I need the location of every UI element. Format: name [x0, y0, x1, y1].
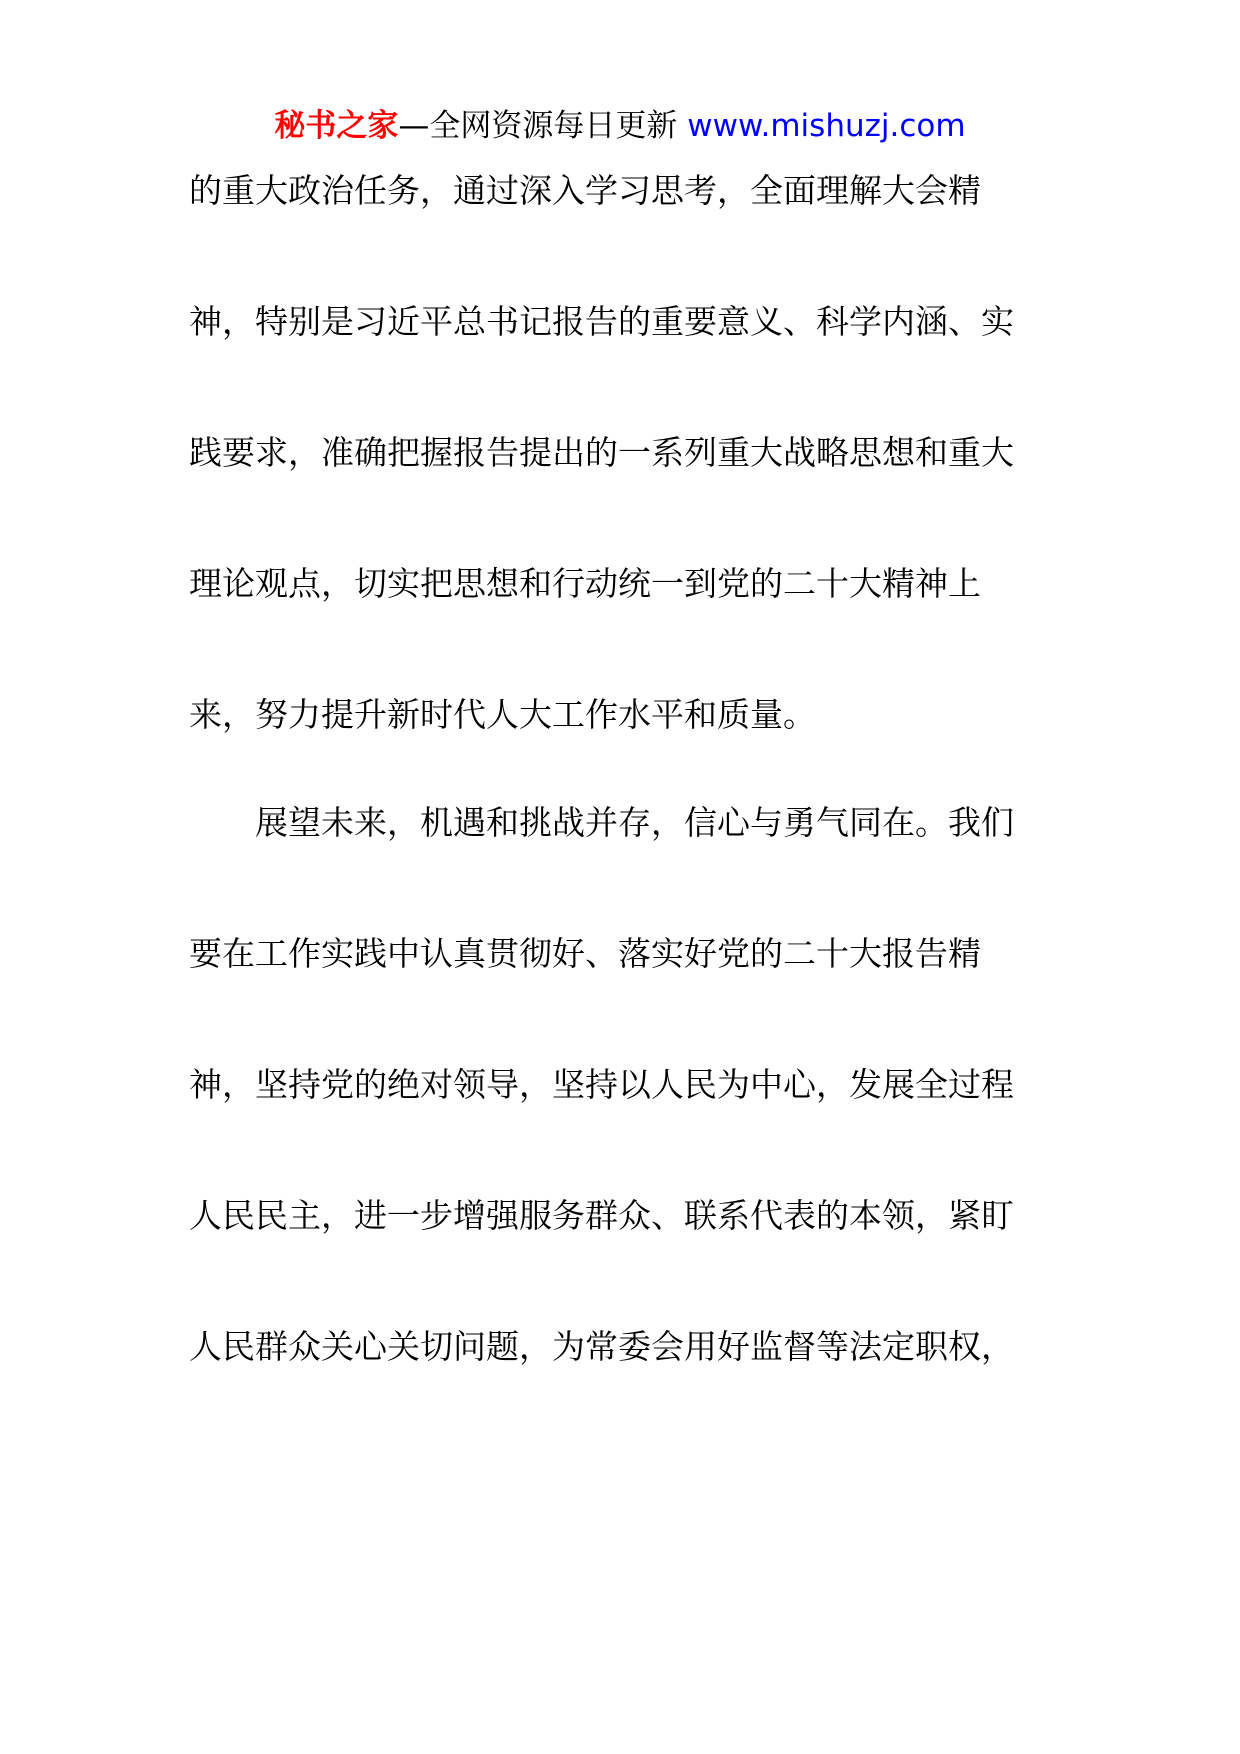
site-url-link[interactable]: www.mishuzj.com	[687, 108, 966, 144]
text-line: 来，努力提升新时代人大工作水平和质量。	[189, 695, 816, 734]
text-line: 人民群众关心关切问题，为常委会用好监督等法定职权，	[189, 1327, 1014, 1366]
site-header	[0, 104, 1240, 148]
site-brand: 秘书之家	[274, 108, 399, 144]
text-line: 理论观点，切实把思想和行动统一到党的二十大精神上	[189, 564, 981, 603]
text-line: 人民民主，进一步增强服务群众、联系代表的本领，紧盯	[189, 1196, 1014, 1235]
text-line: 神，坚持党的绝对领导，坚持以人民为中心，发展全过程	[189, 1065, 1014, 1104]
text-line: 要在工作实践中认真贯彻好、落实好党的二十大报告精	[189, 934, 981, 973]
site-tagline: —全网资源每日更新	[398, 108, 688, 144]
text-line: 践要求，准确把握报告提出的一系列重大战略思想和重大	[189, 433, 1014, 472]
text-line: 神，特别是习近平总书记报告的重要意义、科学内涵、实	[189, 302, 1014, 341]
text-line: 的重大政治任务，通过深入学习思考，全面理解大会精	[189, 171, 981, 210]
text-line: 展望未来，机遇和挑战并存，信心与勇气同在。我们	[189, 803, 1014, 842]
